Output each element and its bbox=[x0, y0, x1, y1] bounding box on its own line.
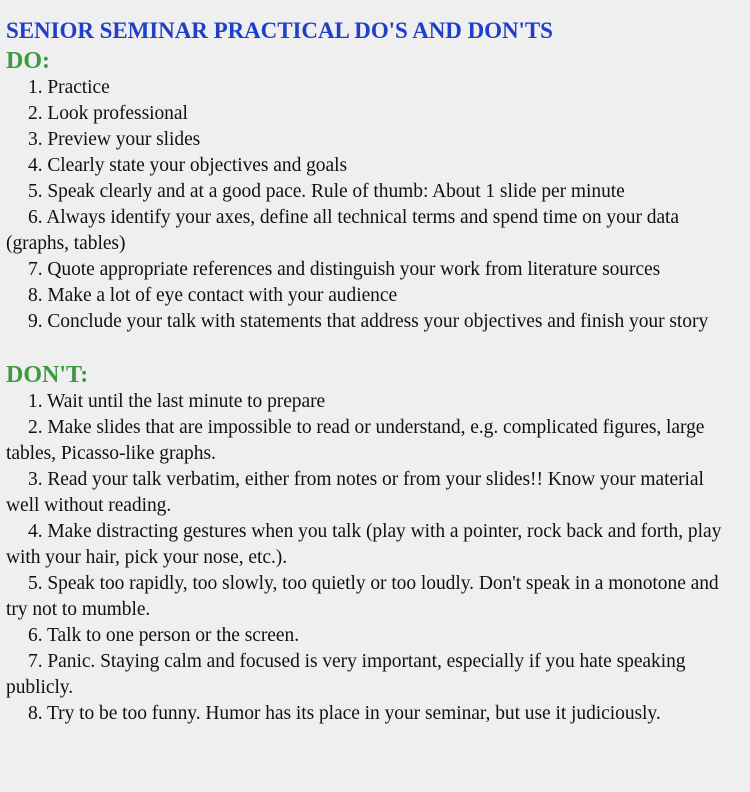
dont-list bbox=[6, 389, 736, 727]
dont-item: 1. Wait until the last minute to prepare bbox=[28, 391, 326, 412]
page-title: SENIOR SEMINAR PRACTICAL DO'S AND DON'TS bbox=[6, 18, 553, 43]
dont-item: 7. Panic. Staying calm and focused is very important, especially if you hate speaking publicly. bbox=[6, 651, 686, 698]
dont-item: 6. Talk to one person or the screen. bbox=[28, 625, 300, 646]
section-spacer bbox=[6, 335, 750, 361]
do-item: 7. Quote appropriate references and distinguish your work from literature sources bbox=[28, 259, 661, 280]
do-item: 3. Preview your slides bbox=[28, 129, 201, 150]
do-item: 2. Look professional bbox=[28, 103, 188, 124]
dont-item: 8. Try to be too funny. Humor has its place in your seminar, but use it judiciously. bbox=[28, 703, 661, 724]
dont-item: 3. Read your talk verbatim, either from notes or from your slides!! Know your material well without reading. bbox=[6, 469, 704, 516]
do-item: 9. Conclude your talk with statements that address your objectives and finish your story bbox=[28, 311, 709, 332]
dont-item: 5. Speak too rapidly, too slowly, too quietly or too loudly. Don't speak in a monotone and try not to mumble. bbox=[6, 573, 719, 620]
do-heading: DO: bbox=[6, 48, 50, 74]
dont-heading: DON'T: bbox=[6, 362, 89, 388]
dont-item: 4. Make distracting gestures when you talk (play with a pointer, rock back and forth, play with your hair, pick your nose, etc.). bbox=[6, 521, 722, 568]
dont-item: 2. Make slides that are impossible to read or understand, e.g. complicated figures, large tables, Picasso-like graphs. bbox=[6, 417, 705, 464]
do-item: 5. Speak clearly and at a good pace. Rule of thumb: About 1 slide per minute bbox=[28, 181, 625, 202]
do-item: 1. Practice bbox=[28, 77, 110, 98]
do-list bbox=[6, 75, 736, 335]
do-item: 8. Make a lot of eye contact with your audience bbox=[28, 285, 398, 306]
do-item: 6. Always identify your axes, define all technical terms and spend time on your data (graphs, tables) bbox=[6, 207, 680, 254]
do-item: 4. Clearly state your objectives and goals bbox=[28, 155, 348, 176]
